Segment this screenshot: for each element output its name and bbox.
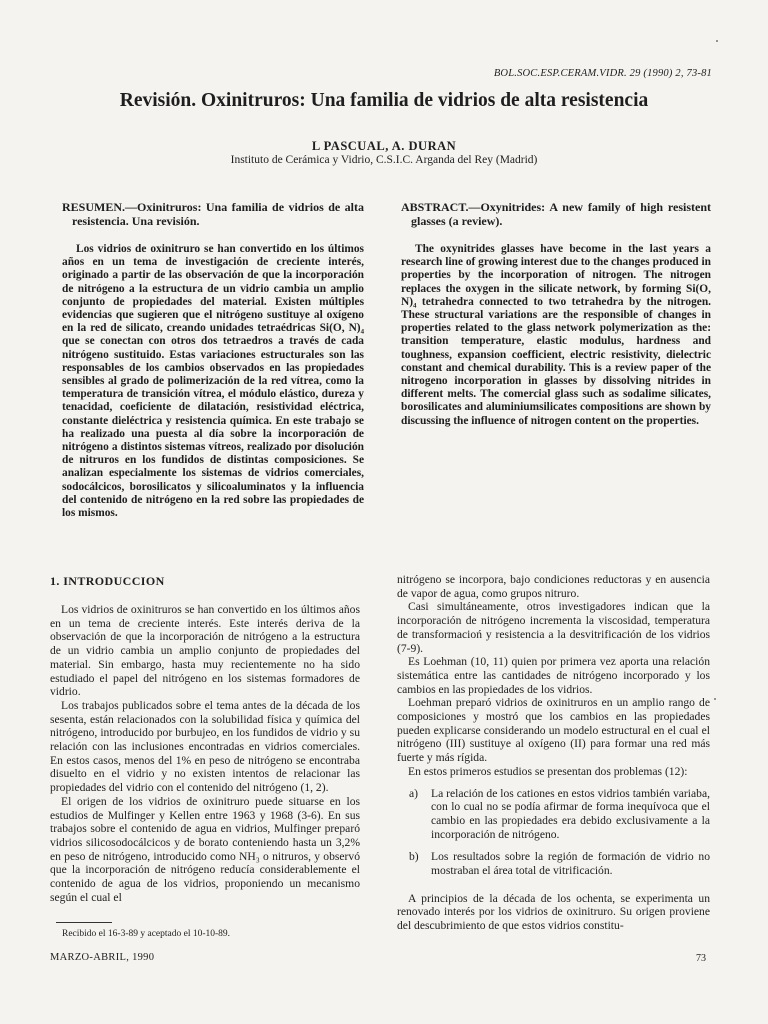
authors: L PASCUAL, A. DURAN bbox=[311, 139, 457, 153]
problem-list bbox=[397, 787, 710, 878]
affiliation: Instituto de Cerámica y Vidrio, C.S.I.C. Arganda del Rey (Madrid) bbox=[230, 154, 538, 166]
scan-speck bbox=[716, 40, 718, 42]
intro-paragraph: A principios de la década de los ochenta, se experimenta un renovado interés por los vidrios de oxinitruro. Su origen proviene del descubrimiento de que estos vidrios constitu- bbox=[397, 891, 710, 933]
intro-paragraph: En estos primeros estudios se presentan dos problemas (12): bbox=[408, 764, 688, 778]
resumen-body: Los vidrios de oxinitruro se han convertido en los últimos años en un tema de investigación de creciente interés, originado a partir de las observación de que la incorporación de nitrógeno a la estructura de un vidrio cambia un amplio conjunto de propiedades del material. Existen múltiples evidencias que sugieren que el nitrógeno sustituye al oxígeno en la red de silicato, creando unidades tetraédricas Si(O, N)₄ que se conectan con otros dos tetraedros a través de cada nitrógeno sustituido. Estas variaciones estructurales son las responsables de los cambios observados en las propiedades sensibles al grado de polimerización de la red vítrea, como la temperatura de transición vítrea, el módulo elástico, dureza y tenacidad, coeficiente de dilatación, resistividad eléctrica, constante dieléctrica y resistencia química. En este trabajo se ha realizado una puesta al día sobre la incorporación de nitrógeno a distintos sistemas vítreos, realizado por disolución de nitruros en los fundidos de distintas composiciones. Se analizan especialmente los sistemas de vidrios comerciales, sodocálcicos, borosilicatos y silicoaluminatos y la influencia del contenido de nitrógeno en la red sobre las propiedades de los mismos. bbox=[62, 243, 364, 520]
intro-right-column bbox=[397, 573, 710, 933]
intro-left-column bbox=[50, 574, 360, 904]
abstract-body: The oxynitrides glasses have become in the last years a research line of growing interest due to the changes produced in properties by the incorporation of nitrogen. The nitrogen replaces the oxygen in the silicate network, by forming Si(O, N)₄ tetrahedra connected to two tetrahedra by the nitrogen. These structural variations are the responsible of changes in properties related to the glass network polymerization as the: transition temperature, elastic modulus, hardness and toughness, expansion coefficient, electric resistivity, dielectric constant and chemical durability. This is a review paper of the nitrogeno incorporation in glasses by dissolving nitrides in different melts. The comercial glass such as sodalime silicates, borosilicates and aluminiumsilicates compositions are shown by discussing the influence of nitrogen content on the properties. bbox=[401, 243, 711, 427]
article-title: Revisión. Oxinitruros: Una familia de vidrios de alta resistencia bbox=[119, 90, 649, 111]
list-marker: b) bbox=[409, 850, 419, 864]
scan-speck bbox=[714, 698, 716, 700]
footnote-divider bbox=[56, 922, 112, 923]
intro-paragraph: Los vidrios de oxinitruros se han convertido en los últimos años en un tema de creciente interés. Este interés deriva de la observación de que la incorporación de nitrógeno a la estructura de un vidrio cambia un amplio conjunto de propiedades del material. Sin embargo, hasta muy recientemente no ha sido estudiado el papel del nitrógeno en los sistemas formadores de vidrio. bbox=[50, 603, 360, 699]
resumen-column bbox=[62, 200, 364, 520]
abstract-heading-text: ABSTRACT.—Oxynitrides: A new family of high resistent glasses (a review). bbox=[401, 200, 711, 228]
list-item-text: Los resultados sobre la región de formación de vidrio no mostraban el área total de vitrificación. bbox=[431, 850, 710, 878]
list-item bbox=[397, 787, 710, 842]
resumen-heading-text: RESUMEN.—Oxinitruros: Una familia de vidrios de alta resistencia. Una revisión. bbox=[62, 200, 364, 228]
abstract-column bbox=[401, 200, 711, 428]
issue-date: MARZO-ABRIL, 1990 bbox=[50, 952, 155, 963]
intro-paragraph: Los trabajos publicados sobre el tema antes de la década de los sesenta, están relacionados con la solubilidad física y química del nitrógeno, introducido por burbujeo, en los fundidos de vidrio y su relación con las inclusiones encontradas en vidrios comerciales. En estos casos, menos del 1% en peso de nitrógeno se encontraba disuelto en el vidrio y no existen intentos de relacionar las propiedades del vidrio con el contenido del nitrógeno (1, 2). bbox=[50, 698, 360, 795]
intro-paragraph: Es Loehman (10, 11) quien por primera vez aporta una relación sistemática entre las cantidades de nitrógeno incorporado y los cambios en las propiedades de los vidrios. bbox=[397, 655, 710, 696]
journal-reference: BOL.SOC.ESP.CERAM.VIDR. 29 (1990) 2, 73-81 bbox=[493, 68, 712, 79]
intro-paragraph: El origen de los vidrios de oxinitruro puede situarse en los estudios de Mulfinger y Kellen entre 1963 y 1968 (3-6). En sus trabajos sobre el contenido de agua en vidrios, Mulfinger preparó vidrios silicosodocálcicos y de borato conteniendo hasta un 3,2% en peso de nitrógeno, introducido como NH₃ o nitruros, y observó que la incorporación de nitrógeno reducía considerablemente el contenido de agua de los vidrios, proponiendo un mecanismo según el cual el bbox=[50, 794, 360, 904]
list-item bbox=[397, 850, 710, 877]
intro-paragraph: Loehman preparó vidrios de oxinitruros en un amplio rango de composiciones y mostró que los cambios en las propiedades pueden explicarse considerando un modelo estructural en el cual el nitrógeno (III) sustituye al oxígeno (II) para formar una red más fuerte y más rígida. bbox=[397, 696, 710, 765]
intro-paragraph: nitrógeno se incorpora, bajo condiciones reductoras y en ausencia de vapor de agua, como grupos nitruro. bbox=[397, 573, 710, 600]
resumen-heading bbox=[62, 200, 364, 228]
abstract-heading bbox=[401, 200, 711, 228]
intro-paragraph: Casi simultáneamente, otros investigadores indican que la incorporación de nitrógeno incrementa la viscosidad, temperatura de transformacioń y resistencia a la desvitrificación de los vidrios (7-9). bbox=[397, 600, 710, 655]
list-marker: a) bbox=[409, 786, 419, 800]
list-item-text: La relación de los cationes en estos vidrios también variaba, con lo cual no se podía afirmar de forma inequívoca que el cambio en las propiedades era debido exclusivamente a la incorporación de nitrógeno. bbox=[431, 786, 710, 841]
section-heading-introduccion: 1. INTRODUCCION bbox=[50, 574, 165, 588]
page-number: 73 bbox=[696, 953, 706, 964]
footnote-received: Recibido el 16-3-89 y aceptado el 10-10-89. bbox=[62, 929, 231, 939]
